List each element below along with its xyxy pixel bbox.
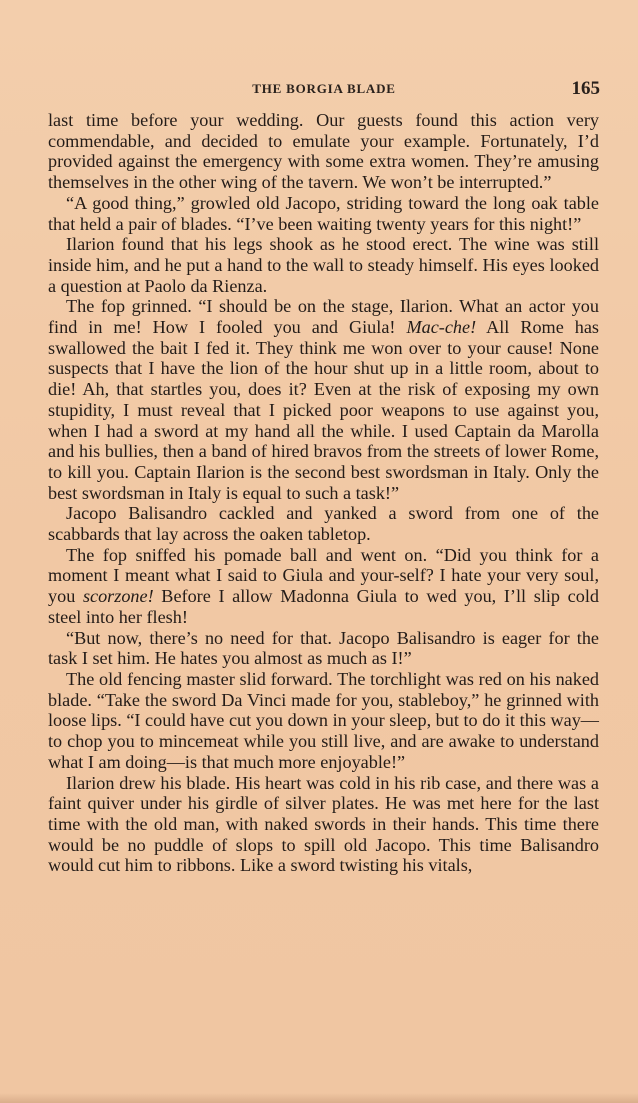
paragraph (48, 545, 599, 628)
paragraph: Ilarion drew his blade. His heart was cold in his rib case, and there was a faint quiver under his girdle of silver plates. He was met here for the last time with the old man, with naked swords in their hands. This time there would be no puddle of slops to spill old Jacopo. This time Balisandro would cut him to ribbons. Like a sword twisting his vitals, (48, 772, 599, 876)
body-text (48, 110, 599, 876)
paragraph: “But now, there’s no need for that. Jacopo Balisandro is eager for the task I set him. He hates you almost as much as I!” (48, 627, 599, 669)
running-title: THE BORGIA BLADE (252, 81, 396, 96)
running-header (48, 78, 600, 102)
paragraph (48, 296, 599, 503)
paragraph-text: The fop grinned. “I should be on the stage, Ilarion. What an actor you find in me! How I fooled you and Giula! (48, 296, 599, 338)
paragraph: The old fencing master slid forward. The torchlight was red on his naked blade. “Take the sword Da Vinci made for you, stableboy,” he grinned with loose lips. “I could have cut you down in your sleep, but to do it this way—to chop you to mincemeat while you still live, and are awake to understand what I am doing—is that much more enjoyable!” (48, 668, 599, 772)
paragraph: Ilarion found that his legs shook as he stood erect. The wine was still inside him, and he put a hand to the wall to steady himself. His eyes looked a question at Paolo da Rienza. (48, 234, 599, 296)
paragraph-text: Before I allow Madonna Giula to wed you, I’ll slip cold steel into her flesh! (48, 586, 599, 627)
page-number: 165 (571, 78, 600, 99)
paragraph-text: All Rome has swallowed the bait I fed it. They think me won over to your cause! None suspects that I have the lion of the hour shut up in a little room, about to die! Ah, that startles you, does it? Even at the risk of exposing my own stupidity, I must reveal that I picked poor weapons to use against you, when I had a sword at my hand all the while. I used Captain da Marolla and his bullies, then a band of hired bravos from the streets of lower Rome, to kill you. Captain Ilarion is the second best swordsman in Italy. Only the best swordsman in Italy is equal to such a task!” (48, 317, 599, 503)
paragraph-text: The fop sniffed his pomade ball and went on. “Did you think for a moment I meant what I said to Giula and your-self? I hate your very soul, you (48, 544, 599, 607)
paragraph: “A good thing,” growled old Jacopo, striding toward the long oak table that held a pair of blades. “I’ve been waiting twenty years for this night!” (48, 192, 599, 234)
paragraph: last time before your wedding. Our guests found this action very commendable, and decided to emulate your example. Fortunately, I’d provided against the emergency with some extra women. They’re amusing themselves in the other wing of the tavern. We won’t be interrupted.” (48, 110, 599, 193)
italic-word: scorzone! (82, 586, 154, 607)
italic-word: Mac-che! (406, 317, 477, 338)
paragraph: Jacopo Balisandro cackled and yanked a sword from one of the scabbards that lay across the oaken tabletop. (48, 503, 599, 545)
